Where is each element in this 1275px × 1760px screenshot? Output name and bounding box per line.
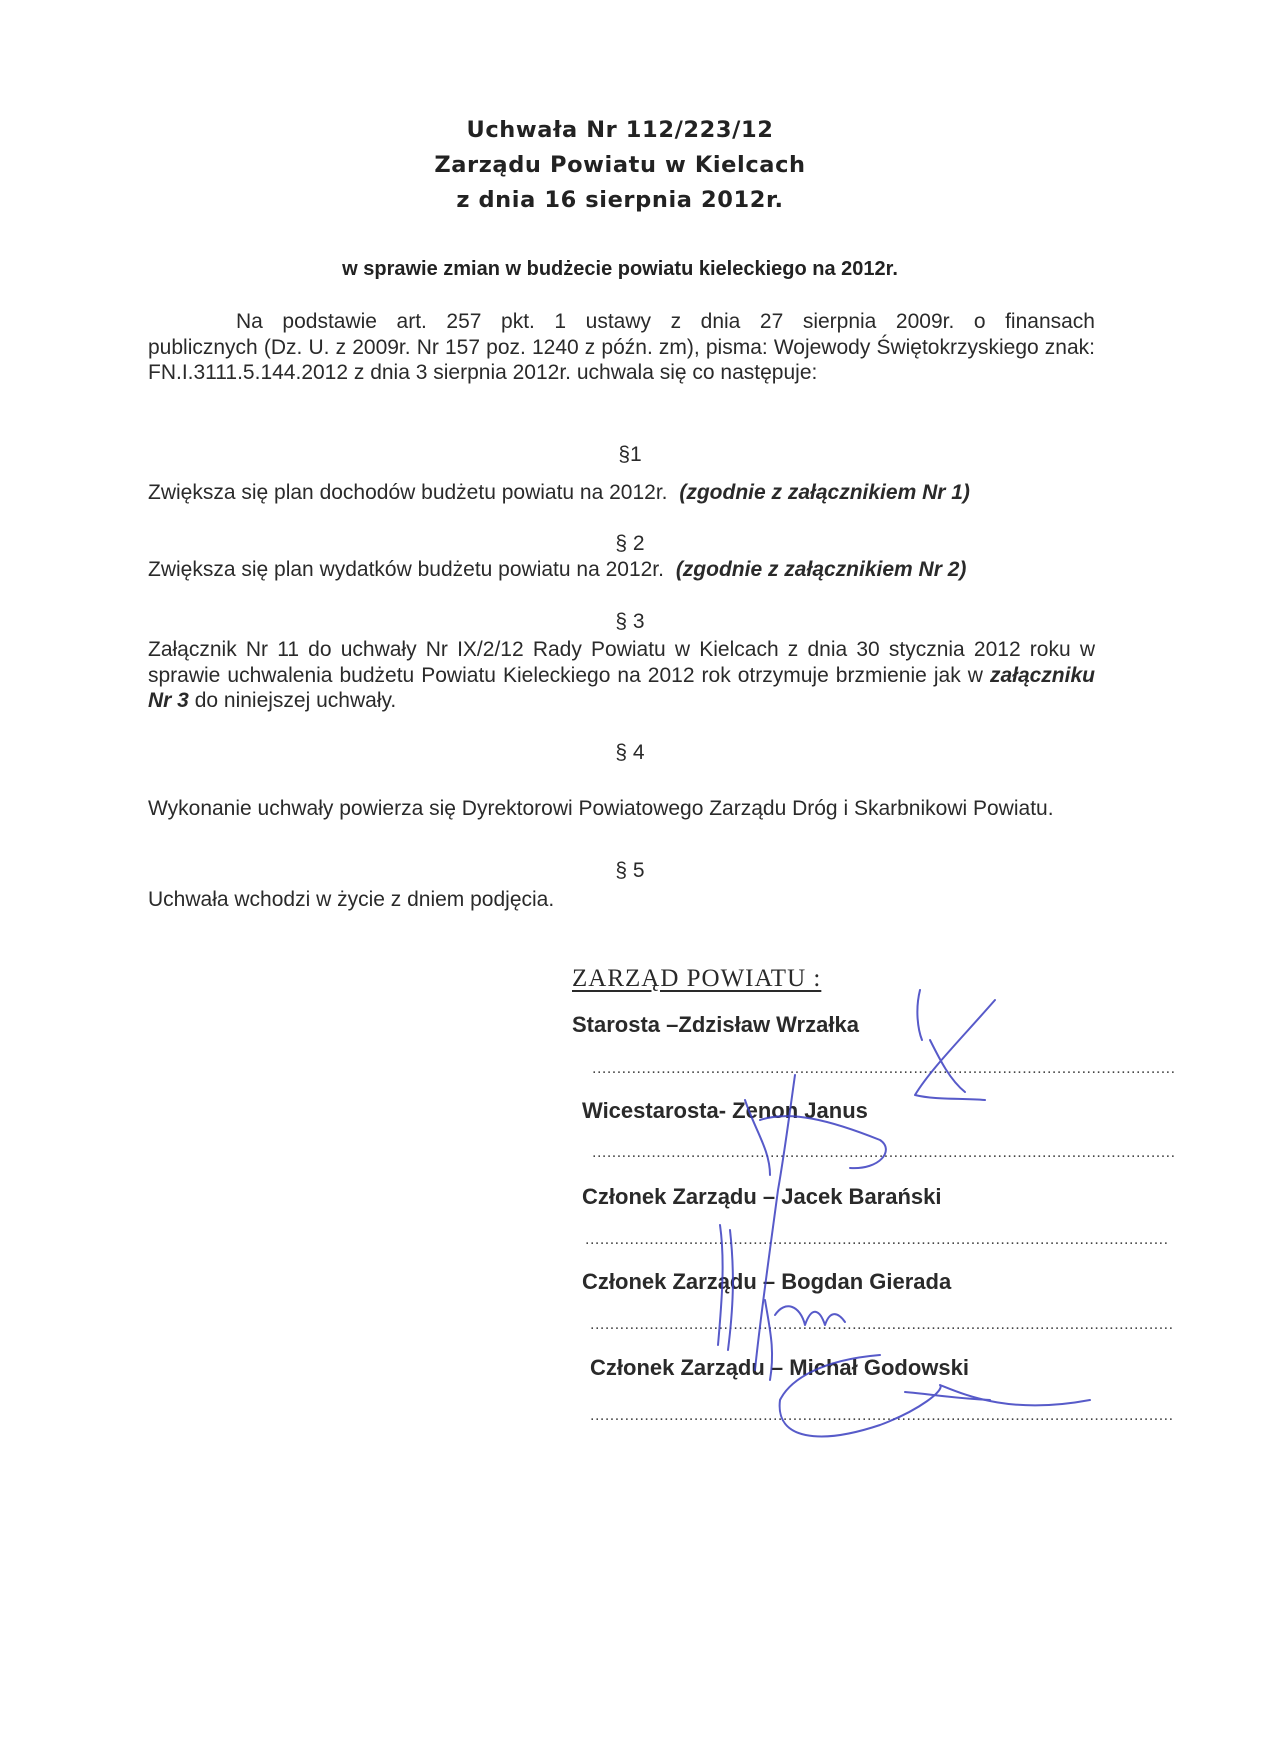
section-1-note: (zgodnie z załącznikiem Nr 1) [679, 481, 970, 504]
resolution-subject: w sprawie zmian w budżecie powiatu kieleckiego na 2012r. [342, 258, 898, 280]
resolution-date: z dnia 16 sierpnia 2012r. [456, 187, 784, 213]
issuing-body: Zarządu Powiatu w Kielcach [434, 152, 806, 178]
signatory-member-godowski: Członek Zarządu – Michał Godowski [590, 1355, 969, 1380]
section-3-attachment: załączniku Nr 3 [148, 663, 1095, 712]
board-signatures-heading: ZARZĄD POWIATU : [572, 965, 822, 992]
signature-line-3: ...................................................................................................................... [585, 1231, 1169, 1248]
section-3-body: Załącznik Nr 11 do uchwały Nr IX/2/12 Rady Powiatu w Kielcach z dnia 30 stycznia 2012 roku w sprawie uchwalenia budżetu Powiatu Kieleckiego na 2012 rok otrzymuje brzmienie jak w [148, 638, 1095, 687]
section-2-note: (zgodnie z załącznikiem Nr 2) [675, 558, 967, 581]
preamble [148, 309, 1095, 386]
section-4-heading: § 4 [615, 741, 645, 764]
section-5-text: Uchwała wchodzi w życie z dniem podjęcia. [148, 888, 555, 911]
signatory-member-gierada: Członek Zarządu – Bogdan Gierada [582, 1269, 952, 1294]
section-2-heading: § 2 [615, 532, 645, 555]
signatory-starosta: Starosta –Zdzisław Wrzałka [572, 1012, 859, 1037]
signatory-member-baranski: Członek Zarządu – Jacek Barański [582, 1184, 942, 1209]
section-2-text [148, 558, 966, 582]
section-3-text [148, 637, 1095, 714]
section-5-heading: § 5 [615, 859, 645, 882]
preamble-line-1: Na podstawie art. 257 pkt. 1 ustawy z dnia 27 sierpnia 2009r. o finansach [236, 310, 1095, 333]
preamble-rest: publicznych (Dz. U. z 2009r. Nr 157 poz. 1240 z późn. zm), pisma: Wojewody Świętokrzyskiego znak: FN.I.3111.5.144.2012 z dnia 3 sierpnia 2012r. uchwala się co następuje: [148, 335, 1095, 384]
section-1-body: Zwiększa się plan dochodów budżetu powiatu na 2012r. [148, 481, 668, 504]
section-2-body: Zwiększa się plan wydatków budżetu powiatu na 2012r. [148, 558, 664, 581]
resolution-number: Uchwała Nr 112/223/12 [466, 117, 774, 143]
signature-stroke [905, 1392, 990, 1400]
section-1-text [148, 481, 970, 505]
signatory-wicestarosta: Wicestarosta- Zenon Janus [582, 1098, 868, 1123]
section-1-heading: §1 [618, 443, 642, 466]
signature-stroke [917, 990, 922, 1040]
signature-line-4: ...................................................................................................................... [590, 1316, 1174, 1333]
signature-line-2: ...................................................................................................................... [592, 1144, 1176, 1161]
signature-line-5: ...................................................................................................................... [590, 1407, 1174, 1424]
section-3-heading: § 3 [615, 610, 645, 633]
section-4-text: Wykonanie uchwały powierza się Dyrektorowi Powiatowego Zarządu Dróg i Skarbnikowi Powiatu. [148, 797, 1054, 820]
signature-line-1: ...................................................................................................................... [592, 1060, 1176, 1077]
signature-stroke [915, 1000, 995, 1100]
section-3-body-end: do niniejszej uchwały. [194, 689, 397, 712]
